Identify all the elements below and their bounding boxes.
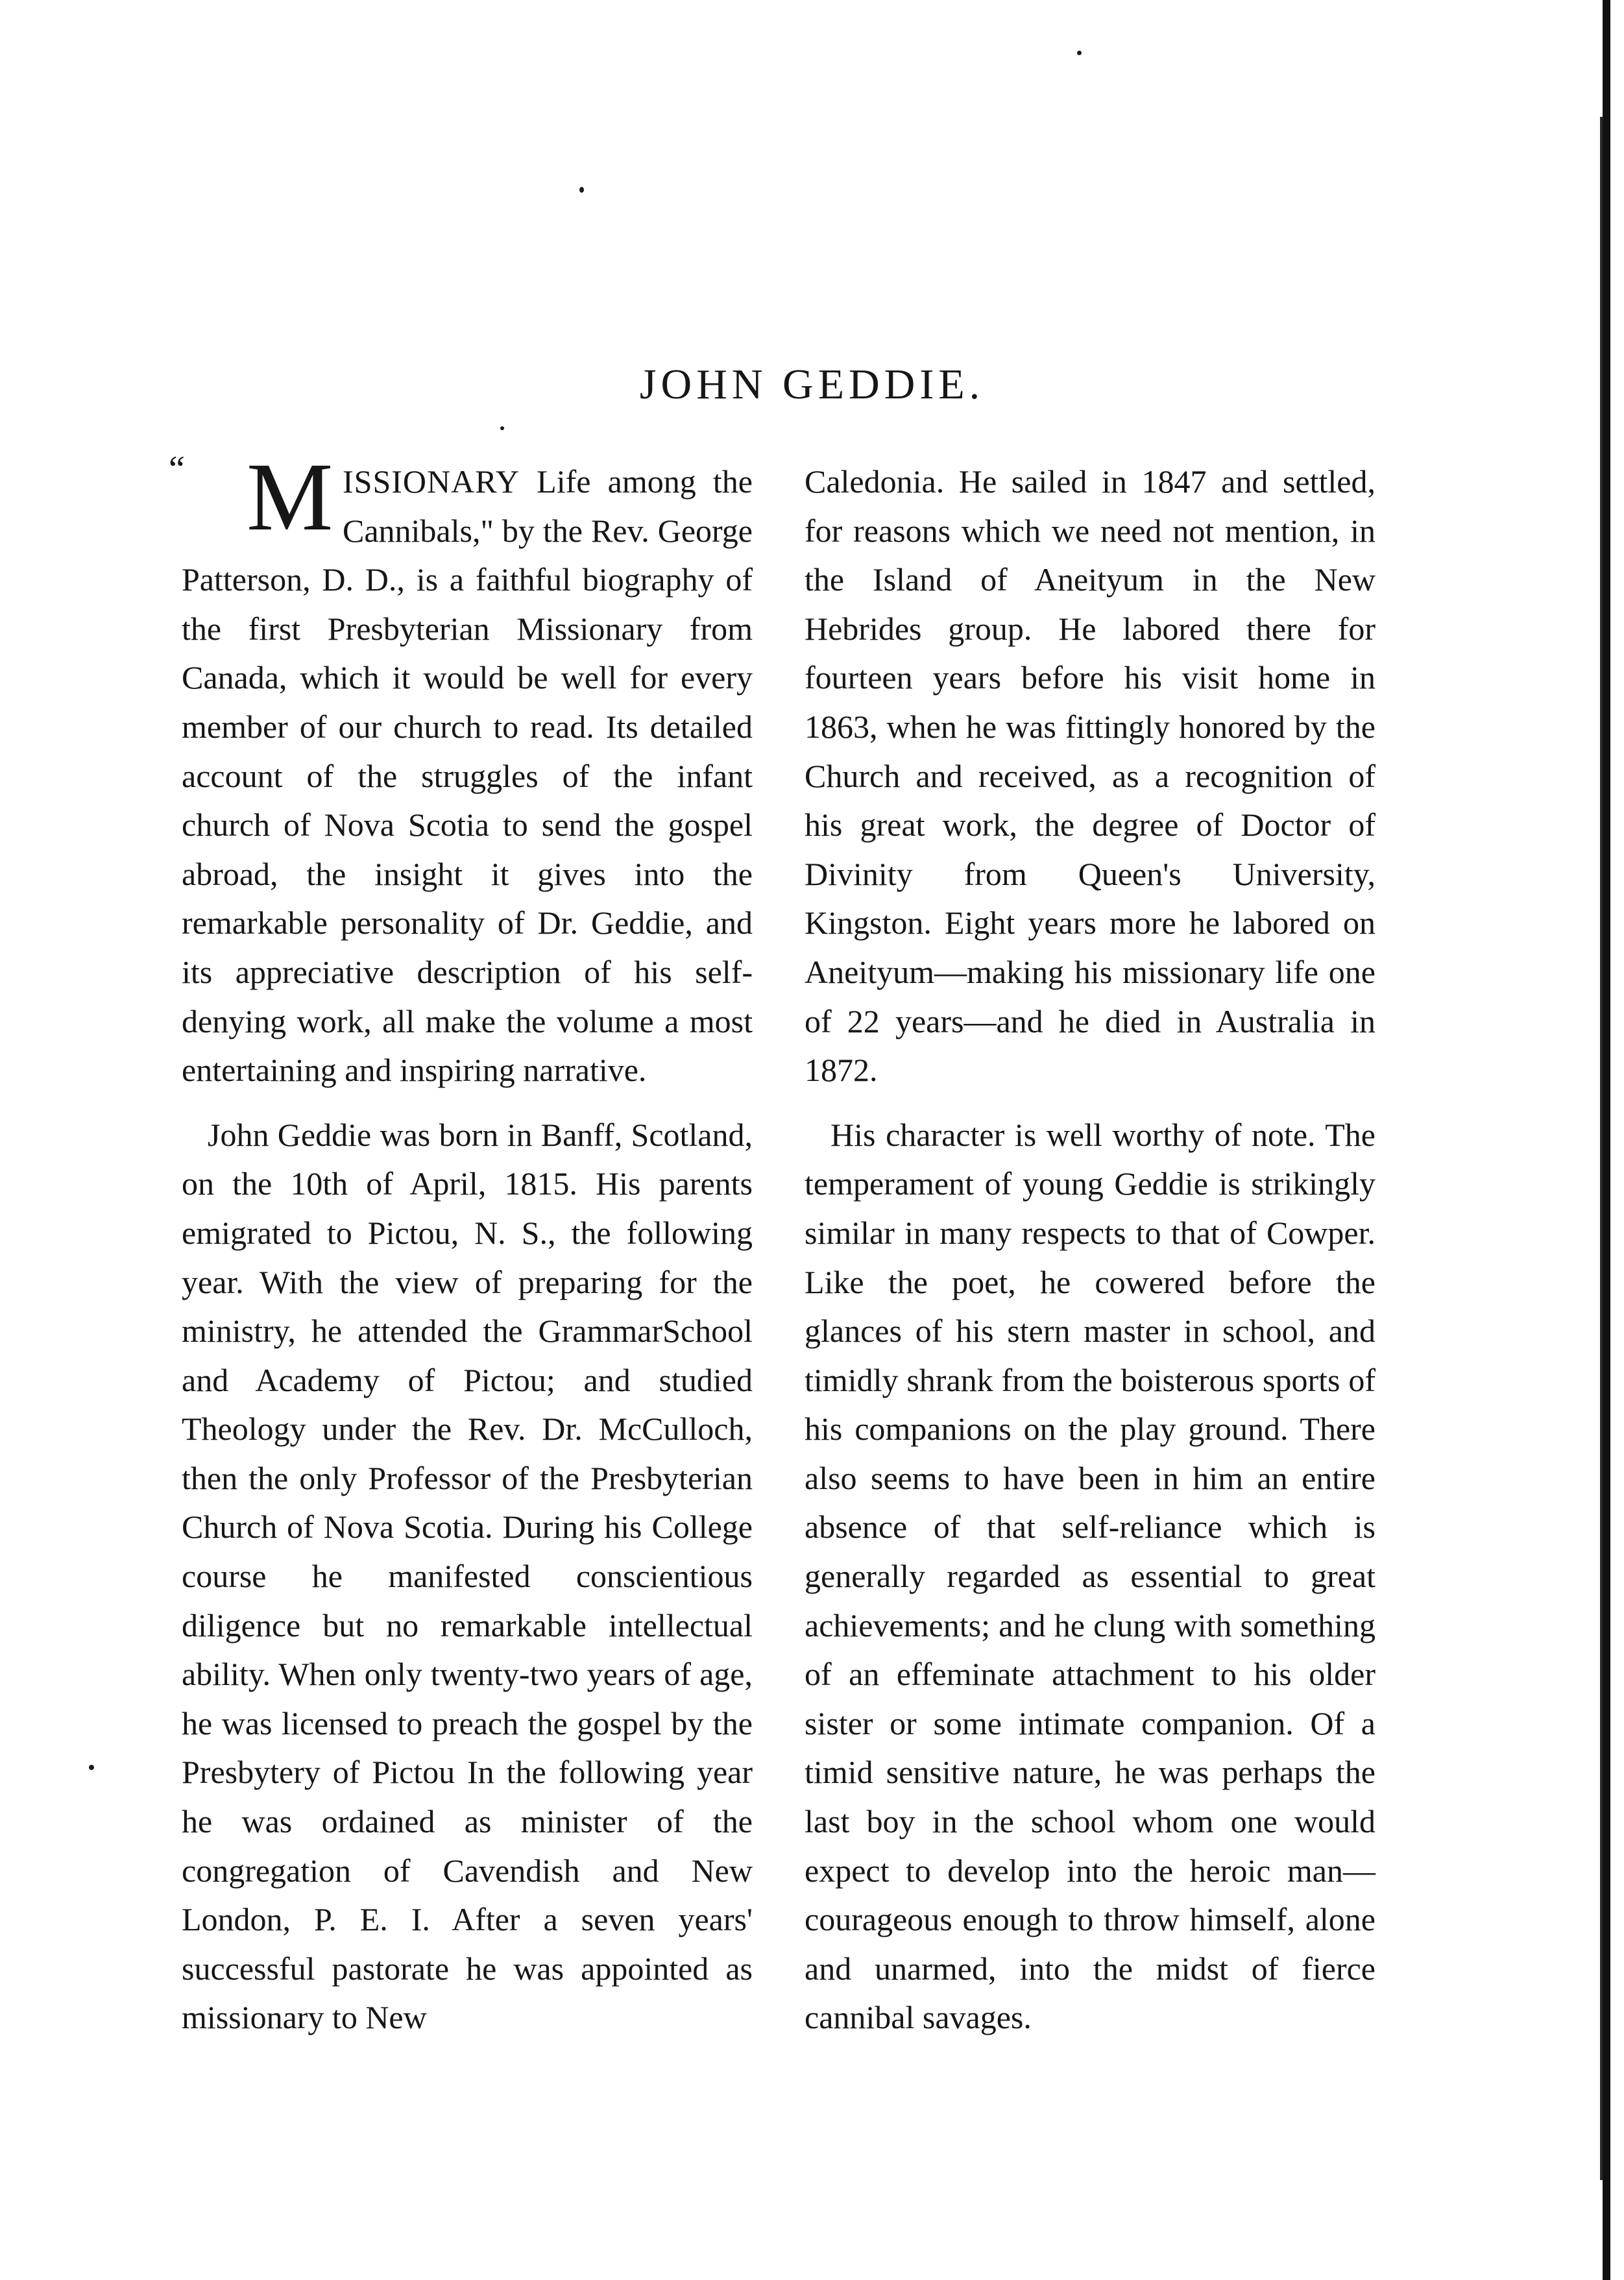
ink-speck [89, 1765, 94, 1770]
ink-speck [579, 187, 584, 193]
paragraph-mission: Caledonia. He sailed in 1847 and settled, for reasons which we need not mention, in the Island of Aneityum in the New Hebrides group. He labored there for fourteen years before his visit home in 1863, when he was fittingly honored by the Church and received, as a recognition of his great work, the degree of Doctor of Divinity from Queen's University, Kingston. Eight years more he labored on Aneityum—making his missionary life one of 22 years—and he died in Australia in 1872. [805, 463, 1376, 1089]
right-column [805, 457, 1376, 2058]
ink-speck [1077, 51, 1082, 55]
intro-caps: ISSIONARY [343, 463, 520, 500]
drop-cap-block [169, 443, 337, 551]
intro-text: Life among the Cannibals," by the Rev. George Patterson, D. D., is a faithful biography of the first Presbyterian Missionary from Canada, which it would be well for every member of our church to read. Its detailed account of the struggles of the infant church of Nova Scotia to send the gospel abroad, the insight it gives into the remarkable personality of Dr. Geddie, and its appreciative description of his self-denying work, all make the volume a most entertaining and inspiring narrative. [182, 463, 753, 1089]
paragraph-character: His character is well worthy of note. The temperament of young Geddie is strikingly similar in many respects to that of Cowper. Like the poet, he cowered before the glances of his stern master in school, and timidly shrank from the boisterous sports of his companions on the play ground. There also seems to have been in him an entire absence of that self-reliance which is generally regarded as essential to great achievements; and he clung with something of an effeminate attachment to his older sister or some intimate companion. Of a timid sensitive nature, he was perhaps the last boy in the school whom one would expect to develop into the heroic man—courageous enough to throw himself, alone and unarmed, into the midst of fierce cannibal savages. [805, 1116, 1376, 2036]
paragraph-intro [169, 443, 753, 1095]
ink-speck [500, 426, 504, 430]
page-edge-shadow [1603, 0, 1610, 2280]
opening-quote: “ [169, 449, 185, 489]
paragraph-biography: John Geddie was born in Banff, Scotland, on the 10th of April, 1815. His parents emigrated to Pictou, N. S., the following year. With the view of preparing for the ministry, he attended the GrammarSchool and Academy of Pictou; and studied Theology under the Rev. Dr. McCulloch, then the only Professor of the Presbyterian Church of Nova Scotia. During his College course he manifested conscientious diligence but no remarkable intellectual ability. When only twenty-two years of age, he was licensed to preach the gospel by the Presbytery of Pictou In the following year he was ordained as minister of the congregation of Cavendish and New London, P. E. I. After a seven years' successful pastorate he was appointed as missionary to New [182, 1116, 753, 2036]
drop-cap: M [247, 443, 333, 551]
article-title: JOHN GEDDIE. [639, 361, 985, 408]
left-column [169, 443, 753, 2058]
